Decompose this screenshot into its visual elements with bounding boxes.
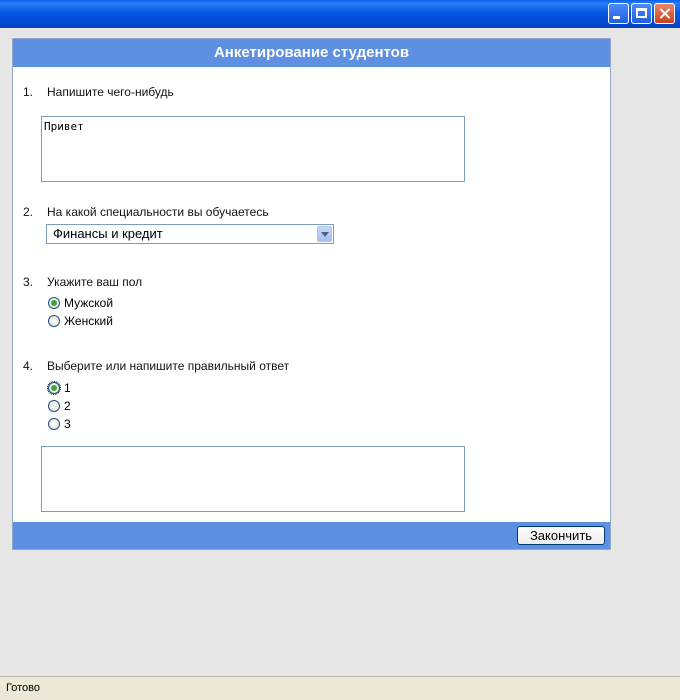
radio-label: 2 bbox=[64, 399, 71, 413]
question-text: Выберите или напишите правильный ответ bbox=[47, 359, 290, 373]
browser-content-area bbox=[2, 28, 678, 676]
finish-button[interactable]: Закончить bbox=[517, 526, 605, 545]
specialty-selected-value: Финансы и кредит bbox=[53, 226, 163, 241]
question-number: 4. bbox=[23, 359, 34, 373]
maximize-button[interactable] bbox=[631, 3, 652, 24]
survey-footer bbox=[13, 522, 610, 549]
question-4 bbox=[23, 359, 289, 373]
radio-button[interactable] bbox=[48, 315, 60, 327]
minimize-button[interactable] bbox=[608, 3, 629, 24]
radio-button[interactable] bbox=[48, 400, 60, 412]
question-number: 1. bbox=[23, 85, 34, 99]
question-3 bbox=[23, 275, 142, 289]
question-number: 3. bbox=[23, 275, 34, 289]
question-2 bbox=[23, 205, 269, 219]
survey-form bbox=[12, 38, 611, 550]
window-title-bar[interactable] bbox=[0, 0, 680, 28]
radio-label: 1 bbox=[64, 381, 71, 395]
radio-label: Мужской bbox=[64, 296, 114, 310]
survey-title: Анкетирование студентов bbox=[13, 39, 610, 67]
specialty-select[interactable] bbox=[46, 224, 334, 244]
radio-label: 3 bbox=[64, 417, 71, 431]
minimize-icon bbox=[613, 16, 620, 19]
question-1-textarea[interactable]: Привет bbox=[41, 116, 465, 182]
question-text: Укажите ваш пол bbox=[47, 275, 143, 289]
question-4-textarea[interactable] bbox=[41, 446, 465, 512]
close-button[interactable] bbox=[654, 3, 675, 24]
status-bar bbox=[0, 676, 680, 700]
question-1 bbox=[23, 85, 174, 99]
radio-button[interactable] bbox=[48, 297, 60, 309]
question-text: Напишите чего-нибудь bbox=[47, 85, 174, 99]
chevron-down-icon[interactable] bbox=[317, 226, 332, 242]
radio-label: Женский bbox=[64, 314, 113, 328]
radio-button[interactable] bbox=[48, 382, 60, 394]
question-text: На какой специальности вы обучаетесь bbox=[47, 205, 269, 219]
question-number: 2. bbox=[23, 205, 34, 219]
status-text: Готово bbox=[6, 682, 40, 694]
radio-button[interactable] bbox=[48, 418, 60, 430]
maximize-icon bbox=[636, 8, 647, 18]
